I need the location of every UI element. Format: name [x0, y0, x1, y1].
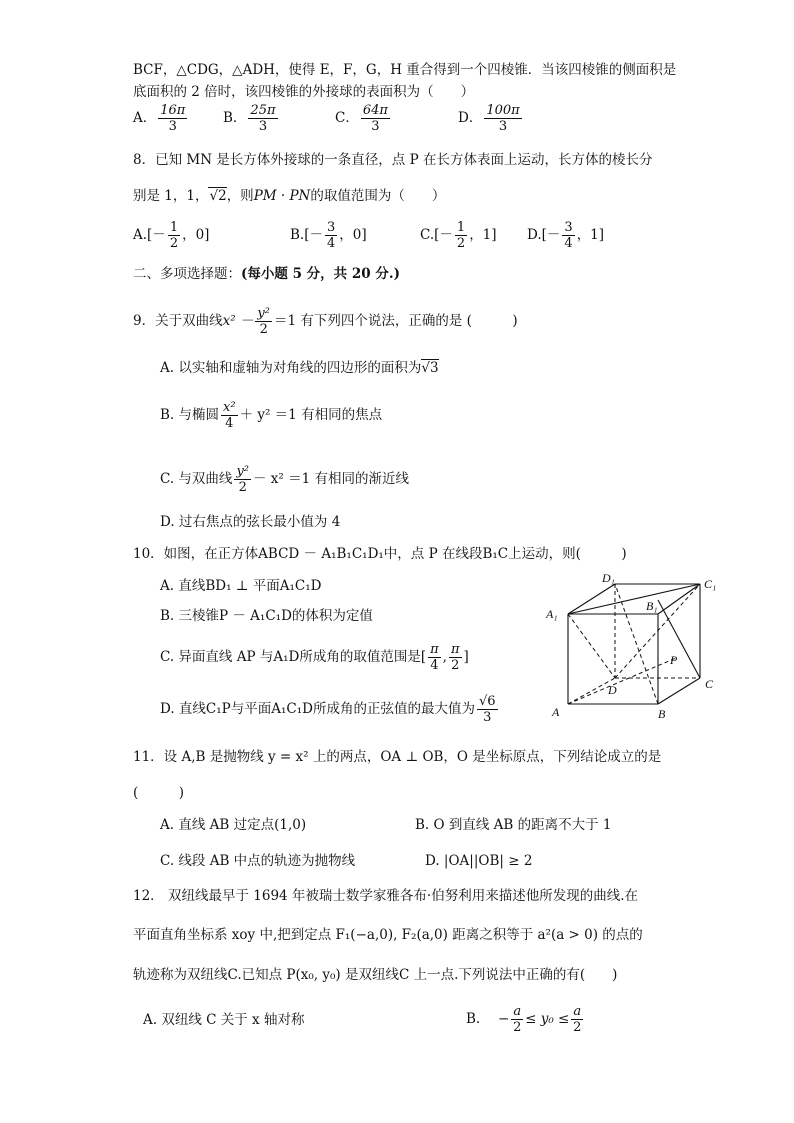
q10-option-d-fraction: [477, 694, 498, 725]
q9-stem-num: y²: [257, 306, 270, 321]
q8-line2-part-c: 的取值范围为（ ）: [310, 188, 446, 204]
label-d: D: [608, 683, 617, 697]
q7-option-a-num: 16π: [160, 103, 186, 118]
q7-option-d-den: 3: [498, 119, 508, 134]
q7-option-c-num: 64π: [362, 103, 388, 118]
q10-option-c: C. 异面直线 AP 与A₁D所成角的取值范围是[ $\frac{\pi}{4}$ , $\frac{\pi}{2}$ ]: [160, 642, 469, 673]
q8-option-a-den: 2: [169, 236, 179, 251]
q7-option-a-den: 3: [168, 119, 177, 134]
q7-option-c-fraction: [361, 103, 390, 134]
q8-line2-part-a: 别是 1，1，: [133, 188, 209, 204]
edge-b-c: [658, 678, 700, 704]
label-b1: B₁: [646, 599, 658, 613]
diag-a1-c1: [568, 584, 700, 614]
q10-option-c-den2: 2: [451, 658, 460, 673]
section-heading: [133, 264, 400, 284]
q10-option-a: A. 直线BD₁ ⊥ 平面A₁C₁D: [160, 578, 322, 594]
q12-option-b-den2: 2: [573, 1020, 582, 1035]
q7-option-a-label: A．: [133, 110, 157, 126]
q10-option-c-frac1: [428, 642, 441, 673]
q10-option-c-frac2: [449, 642, 462, 673]
cube-figure: [540, 570, 730, 730]
q7-option-b: [223, 103, 280, 134]
label-d1: D₁: [602, 571, 615, 585]
q8-option-c-num: 1: [456, 220, 466, 235]
q8-sqrt-arg: 2: [218, 188, 227, 204]
q7-option-a: [133, 103, 189, 134]
q7-option-d: [458, 103, 524, 134]
q9-option-b-fraction: [221, 400, 238, 431]
q8-option-c: [420, 220, 497, 251]
q12-line1: 12． 双纽线最早于 1694 年被瑞士数学家雅各布·伯努利用来描述他所发现的曲线.在: [133, 888, 638, 904]
q8-option-a-num: 1: [169, 220, 179, 235]
q9-option-a-sqrt-arg: 3: [429, 360, 439, 376]
q10-option-c-num1: π: [430, 642, 439, 657]
q12-option-a: A. 双纽线 C 关于 x 轴对称: [143, 1012, 305, 1028]
q10-option-c-den1: 4: [430, 658, 439, 673]
q8-option-a-post: ，0]: [182, 227, 210, 243]
label-a1: A₁: [546, 607, 558, 621]
label-p: P: [670, 653, 678, 667]
hidden-a1-d: [568, 614, 615, 678]
q8-line2-part-b: ，则: [226, 188, 254, 204]
q8-option-b-den: 4: [326, 236, 336, 251]
q7-option-c: [335, 103, 392, 134]
q10-option-d-den: 3: [483, 710, 492, 725]
q11-paren: ( ): [133, 785, 185, 801]
q12-option-b: [466, 1004, 585, 1035]
q12-option-b-num2: a: [573, 1004, 582, 1019]
q7-option-c-den: 3: [371, 119, 380, 134]
q12-option-b-prefix: B. −: [466, 1011, 510, 1027]
q9-option-a: [160, 358, 439, 378]
q10-option-c-text: C. 异面直线 AP 与A₁D所成角的取值范围是[: [160, 649, 427, 665]
q8-option-b-num: 3: [326, 220, 336, 235]
q7-option-b-label: B．: [223, 110, 247, 126]
q10-option-d: [160, 694, 500, 725]
q9-option-b-text-a: B. 与椭圆: [160, 407, 220, 423]
q7-option-b-den: 3: [258, 119, 268, 134]
q7-option-b-fraction: [248, 103, 277, 134]
q8-option-b-pre: B.[－: [290, 227, 323, 243]
q10-option-b: B. 三棱锥P － A₁C₁D的体积为定值: [160, 608, 373, 624]
q7-option-d-fraction: [484, 103, 521, 134]
q10-stem: 10．如图，在正方体ABCD － A₁B₁C₁D₁中，点 P 在线段B₁C上运动，则( ): [133, 546, 627, 562]
q12-line3: 轨迹称为双纽线C.已知点 P(x₀, y₀) 是双纽线C 上一点.下列说法中正确的有( ): [133, 967, 618, 983]
q12-option-b-den1: 2: [513, 1020, 522, 1035]
q8-option-a-pre: A.[－: [133, 227, 166, 243]
q10-option-d-text: D. 直线C₁P与平面A₁C₁D所成角的正弦值的最大值为: [160, 701, 475, 717]
q8-option-a: [133, 220, 209, 251]
q9-option-c-num: y²: [236, 464, 249, 479]
q11-option-c: C. 线段 AB 中点的轨迹为抛物线: [160, 853, 356, 869]
q9-stem-den: 2: [259, 322, 268, 337]
q12-option-b-num1: a: [513, 1004, 522, 1019]
q11-stem: 11．设 A,B 是抛物线 y = x² 上的两点，OA ⊥ OB，O 是坐标原点，下列结论成立的是: [133, 749, 662, 765]
q11-option-d: D. |OA||OB| ≥ 2: [425, 853, 533, 869]
q9-stem-fraction: [255, 306, 272, 337]
q8-option-c-pre: C.[－: [420, 227, 453, 243]
q10-option-c-num2: π: [450, 642, 460, 657]
q9-stem-b: x² －: [222, 313, 254, 329]
q8-option-d-fraction: [562, 220, 574, 251]
q9-option-b-text-b: ＋ y² ＝1 有相同的焦点: [239, 407, 383, 423]
q9-option-c-text-a: C. 与双曲线: [160, 471, 233, 487]
q8-option-b: [290, 220, 367, 251]
q8-option-d-pre: D.[－: [527, 227, 561, 243]
q9-option-b: [160, 400, 382, 431]
q7-option-d-label: D．: [458, 110, 483, 126]
q9-option-c: [160, 464, 409, 495]
q12-line2: 平面直角坐标系 xoy 中,把到定点 F₁(−a,0), F₂(a,0) 距离之积等于 a²(a > 0) 的点的: [133, 927, 643, 943]
q12-option-b-mid: ≤ y₀ ≤: [525, 1011, 570, 1027]
q12-option-b-frac2: [571, 1004, 583, 1035]
q8-option-a-fraction: [168, 220, 180, 251]
label-c: C: [705, 677, 714, 691]
q9-stem-c: ＝1 有下列四个说法，正确的是 ( ): [273, 313, 518, 329]
segment-b1-c: [658, 600, 700, 678]
q8-sqrt: √2: [209, 188, 227, 204]
edge-a1-d1: [568, 584, 615, 614]
hidden-a-p: [568, 658, 676, 704]
q8-option-c-post: ，1]: [469, 227, 497, 243]
q7-option-c-label: C．: [335, 110, 359, 126]
q11-option-b: B. O 到直线 AB 的距离不大于 1: [415, 817, 612, 833]
q9-option-d: D. 过右焦点的弦长最小值为 4: [160, 514, 341, 530]
q10-option-c-close: ]: [463, 649, 469, 665]
q8-option-c-fraction: [455, 220, 467, 251]
q9-option-c-fraction: [234, 464, 251, 495]
q9-option-b-den: 4: [225, 416, 234, 431]
q12-option-b-frac1: [511, 1004, 523, 1035]
label-b: B: [658, 707, 666, 721]
section-heading-prefix: 二、多项选择题：: [133, 266, 241, 282]
q8-option-b-post: ，0]: [339, 227, 367, 243]
q9-option-a-sqrt: √3: [421, 360, 439, 376]
q8-dot-expression: PM · PN: [253, 188, 311, 204]
q8-line2: [133, 186, 445, 206]
q7-line2: 底面积的 2 倍时，该四棱锥的外接球的表面积为（ ）: [133, 84, 475, 100]
q7-option-b-num: 25π: [250, 103, 276, 118]
q9-option-c-text-b: － x² ＝1 有相同的渐近线: [253, 471, 409, 487]
q8-option-b-fraction: [325, 220, 337, 251]
q9-option-c-den: 2: [238, 480, 247, 495]
q9-stem: [133, 306, 518, 337]
q7-option-d-num: 100π: [486, 103, 520, 118]
q8-option-d: [527, 220, 604, 251]
label-a: A: [552, 705, 560, 719]
section-heading-bold: (每小题 5 分，共 20 分.): [241, 266, 400, 282]
q7-line1: BCF，△CDG，△ADH，使得 E，F，G，H 重合得到一个四棱锥．当该四棱锥的侧面积是: [133, 62, 677, 78]
label-c1: C₁: [704, 577, 717, 591]
q8-line1: 8．已知 MN 是长方体外接球的一条直径，点 P 在长方体表面上运动，长方体的棱长分: [133, 152, 653, 168]
q9-option-b-num: x²: [223, 400, 236, 415]
q7-option-a-fraction: [158, 103, 187, 134]
q8-option-c-den: 2: [456, 236, 466, 251]
q9-stem-a: 9．关于双曲线: [133, 313, 223, 329]
q8-option-d-post: ，1]: [576, 227, 605, 243]
q8-option-d-den: 4: [564, 236, 573, 251]
q8-option-d-num: 3: [564, 220, 573, 235]
q10-option-d-num: √6: [478, 694, 496, 709]
q11-option-a: A. 直线 AB 过定点(1,0): [160, 817, 307, 833]
q9-option-a-text: A. 以实轴和虚轴为对角线的四边形的面积为: [160, 360, 422, 376]
